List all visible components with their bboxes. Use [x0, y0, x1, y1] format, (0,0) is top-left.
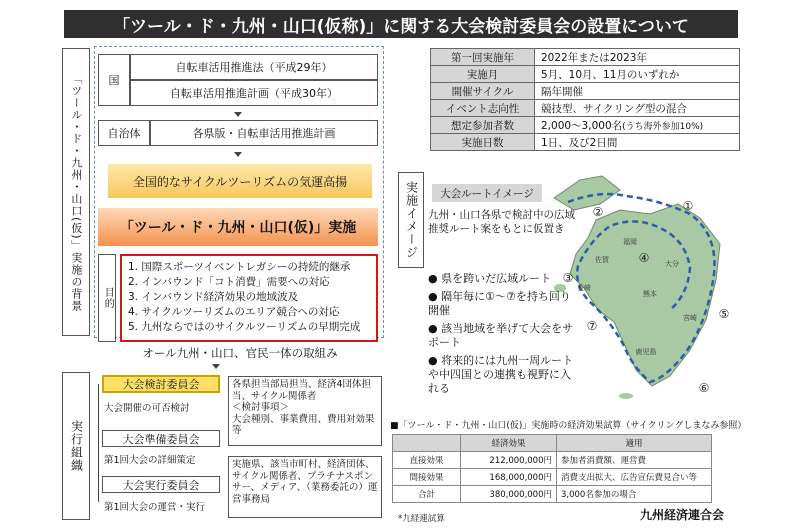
- map-route-number: ⑤: [718, 307, 730, 321]
- info-value: 2022年または2023年: [535, 49, 740, 66]
- info-value: 隔年開催: [535, 83, 740, 100]
- map-city-label: 宮崎: [683, 314, 697, 322]
- eco-note: 消費支出拡大、広告宣伝費見合い等: [557, 469, 712, 486]
- org-connector: [98, 384, 99, 502]
- goals-list: [120, 254, 378, 342]
- info-key: 開催サイクル: [431, 83, 535, 100]
- table-row: [431, 117, 740, 134]
- eco-label: 間接効果: [393, 469, 461, 486]
- table-row: [393, 486, 712, 503]
- eco-header: 経済効果: [461, 435, 557, 452]
- exec-members: 実施県、該当市町村、経済団体、サイクル関係者、プラチナスポンサー、メディア、（業務委託の）運営事務局: [228, 456, 382, 518]
- route-tag: 大会ルートイメージ: [432, 184, 542, 202]
- map-route-number: ⑥: [698, 381, 710, 395]
- local-plan: 各県版・自転車活用推進計画: [150, 120, 378, 146]
- map-city-label: 長崎: [577, 284, 591, 292]
- route-bullet: ● 該当地域を挙げて大会をサポート: [428, 322, 574, 349]
- image-label: 実施イメージ: [404, 181, 419, 259]
- info-key: イベント志向性: [431, 100, 535, 117]
- eco-amount: 380,000,000円: [461, 486, 557, 503]
- info-table: [430, 48, 740, 151]
- eco-label: 直接効果: [393, 452, 461, 469]
- goals-label-box: [98, 254, 116, 342]
- goal-item: 1. 国際スポーツイベントレガシーの持続的継承: [128, 261, 351, 273]
- arrow-down-icon: [234, 112, 242, 117]
- info-key: 実施日数: [431, 134, 535, 151]
- org-name: 九州経済連合会: [640, 508, 725, 522]
- info-key: 実施月: [431, 66, 535, 83]
- economic-table: [392, 434, 712, 503]
- route-bullet: ● 県を跨いだ広域ルート: [428, 272, 552, 285]
- table-row: [431, 100, 740, 117]
- map-route-number: ②: [592, 205, 604, 219]
- table-row: [393, 452, 712, 469]
- goal-item: 2. インバウンド「コト消費」需要への対応: [128, 276, 330, 288]
- eco-label: 合計: [393, 486, 461, 503]
- table-row: [393, 469, 712, 486]
- country-label: 国: [98, 54, 130, 106]
- country-plan: 自転車活用推進計画（平成30年）: [130, 80, 378, 106]
- table-row: [431, 66, 740, 83]
- eco-amount: 212,000,000円: [461, 452, 557, 469]
- prep-committee: 大会準備委員会: [102, 430, 220, 447]
- route-intro: 九州・山口各県で検討中の広域推奨ルート案をもとに仮置き: [428, 209, 575, 235]
- map-city-label: 佐賀: [595, 256, 609, 264]
- goal-item: 4. サイクルツーリズムのエリア競合への対応: [128, 306, 340, 318]
- map-city-label: 熊本: [643, 290, 657, 298]
- table-row: [431, 49, 740, 66]
- exec-committee-desc: 第1回大会の運営・実行: [104, 502, 206, 513]
- table-row: [431, 134, 740, 151]
- info-value: 1日、及び2日間: [535, 134, 740, 151]
- org-label-box: [62, 372, 90, 520]
- country-law: 自転車活用推進法（平成29年）: [130, 54, 378, 80]
- route-bullet-text: 県を跨いだ広域ルート: [441, 272, 552, 285]
- info-key: 第一回実施年: [431, 49, 535, 66]
- event-banner: 「ツール・ド・九州・山口(仮)」実施: [98, 208, 378, 246]
- arrow-down-icon: [234, 152, 242, 157]
- eco-header: 適用: [557, 435, 712, 452]
- page-title: 「ツール・ド・九州・山口(仮称)」に関する大会検討委員会の設置について: [64, 10, 738, 38]
- goal-item: 5. 九州ならではのサイクルツーリズムの早期完成: [128, 321, 361, 333]
- review-committee-desc: 大会開催の可否検討: [104, 403, 190, 414]
- map-city-label: 福岡: [623, 238, 637, 246]
- review-members: 各県担当部局担当、経済4団体担当、サイクル関係者 ＜検討事項＞ 大会種別、事業費用、費用対効果等: [228, 376, 382, 446]
- route-bullets: [428, 272, 578, 400]
- all-kyushu-label: オール九州・山口、官民一体の取組み: [142, 346, 338, 360]
- map-route-number: ③: [562, 271, 574, 285]
- map-route-number: ④: [638, 251, 650, 265]
- map-route-number: ⑦: [586, 319, 598, 333]
- org-label: 実行組織: [69, 420, 84, 472]
- eco-note: 参加者消費額、運営費: [557, 452, 712, 469]
- prep-committee-desc: 第1回大会の詳細策定: [104, 455, 196, 466]
- map-city-label: 大分: [665, 260, 679, 268]
- route-bullet: ● 隔年毎に①～⑦を持ち回り開催: [428, 290, 571, 317]
- eco-amount: 168,000,000円: [461, 469, 557, 486]
- review-committee: 大会検討委員会: [102, 375, 220, 393]
- map-city-label: 鹿児島: [635, 348, 657, 356]
- table-header-row: [393, 435, 712, 452]
- arrow-down-icon: [212, 364, 220, 369]
- goal-item: 3. インバウンド経済効果の地域波及: [128, 291, 299, 303]
- route-bullet-text: 該当地域を挙げて大会をサポート: [428, 322, 574, 349]
- momentum-banner: 全国的なサイクルツーリズムの気運高揚: [108, 164, 372, 198]
- info-value: [535, 117, 740, 134]
- eco-note: 3,000名参加の場合: [557, 486, 712, 503]
- economic-title: ■「ツール・ド・九州・山口(仮)」実施時の経済効果試算（サイクリングしまなみ参照）: [390, 421, 747, 431]
- info-value: 競技型、サイクリング型の混合: [535, 100, 740, 117]
- info-key: 想定参加者数: [431, 117, 535, 134]
- route-bullet-text: 将来的には九州一周ルートや中四国との連携も視野に入れる: [428, 354, 574, 395]
- route-bullet-text: 隔年毎に①～⑦を持ち回り開催: [428, 290, 571, 317]
- table-row: [431, 83, 740, 100]
- info-value: 5月、10月、11月のいずれか: [535, 66, 740, 83]
- background-label: 「ツール・ド・九州・山口(仮)」実施の背景: [69, 72, 83, 312]
- goals-label: 目的: [102, 287, 114, 309]
- eco-header: [393, 435, 461, 452]
- participants-note: (うち海外参加10%): [622, 121, 704, 132]
- background-label-box: [62, 48, 90, 336]
- participants-value: 2,000～3,000名: [541, 119, 623, 132]
- route-bullet: ● 将来的には九州一周ルートや中四国との連携も視野に入れる: [428, 354, 574, 395]
- exec-committee: 大会実行委員会: [102, 476, 220, 493]
- map-route-number: ①: [682, 199, 694, 213]
- image-label-box: [398, 172, 424, 268]
- economic-footnote: *九経連試算: [398, 514, 445, 524]
- local-label: 自治体: [98, 120, 150, 146]
- island-shape: [619, 393, 633, 399]
